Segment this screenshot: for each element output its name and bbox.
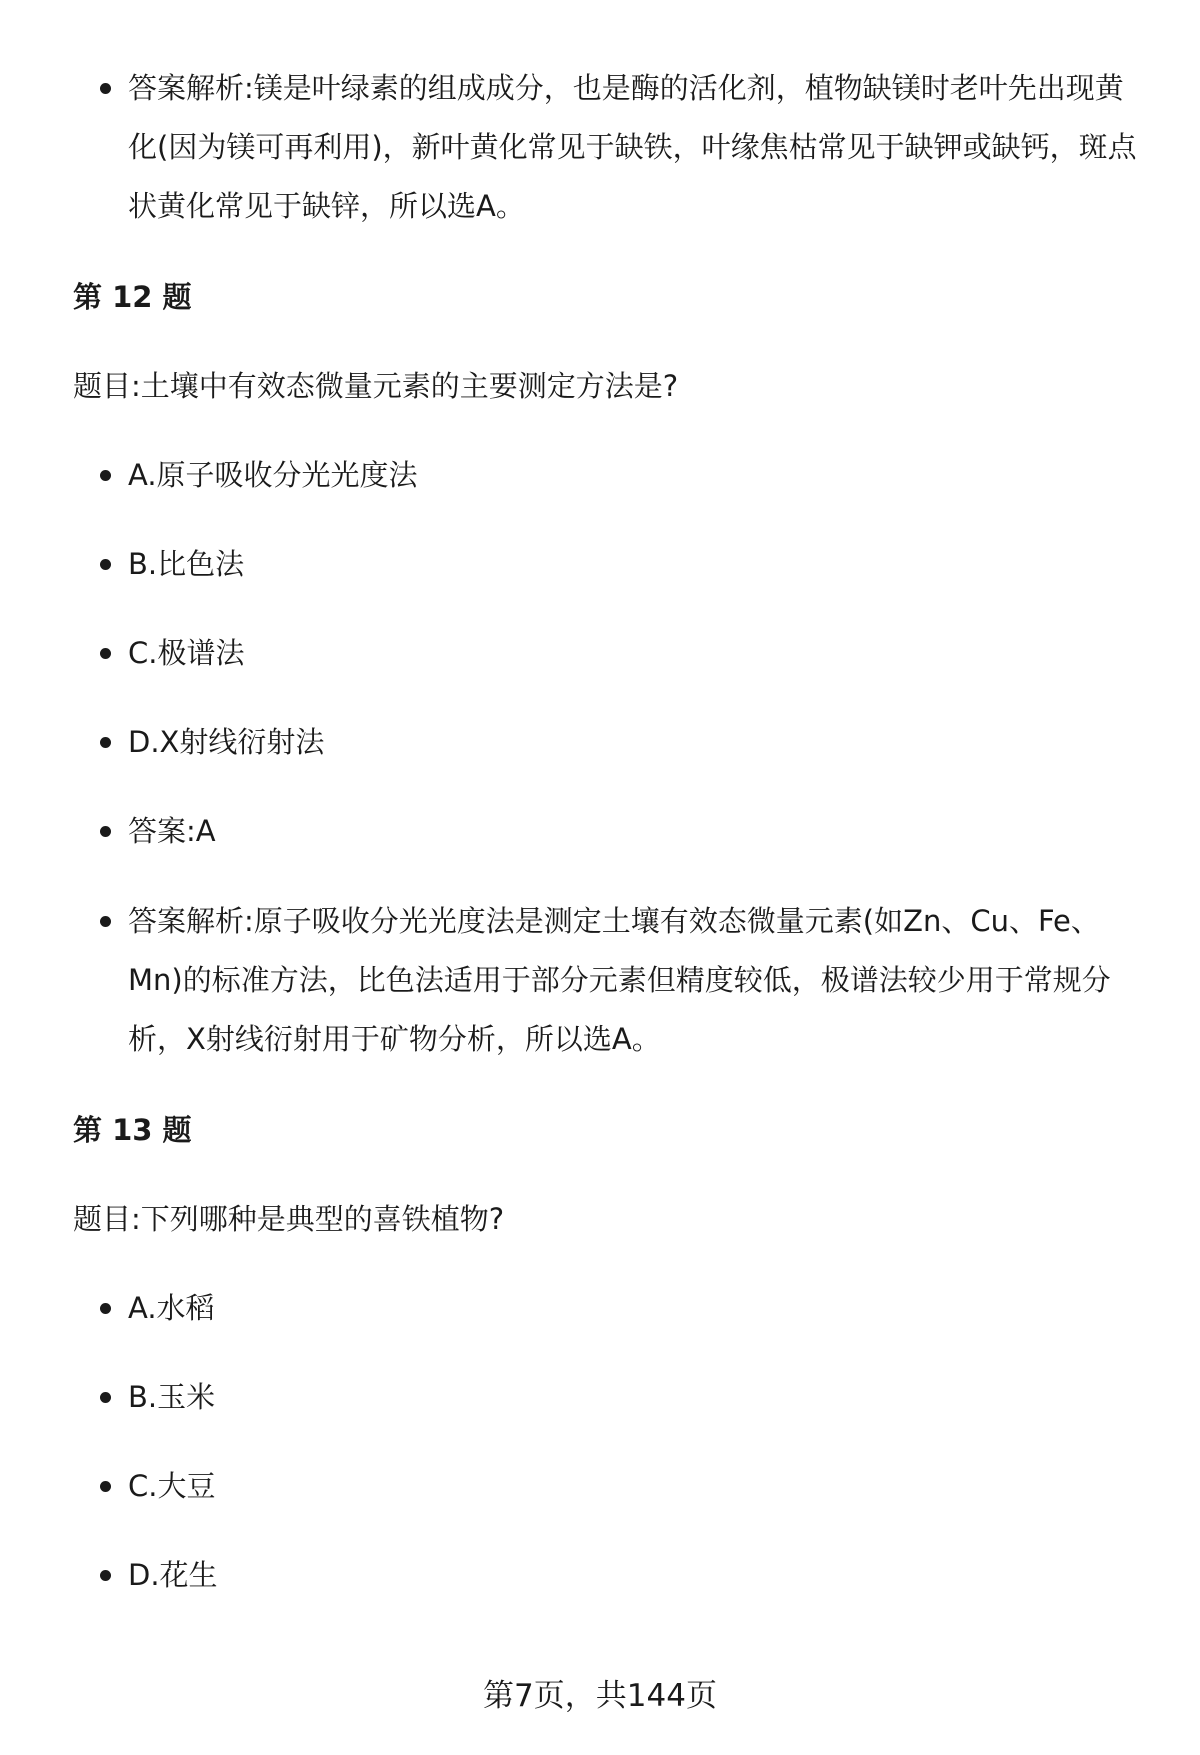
question-12-option-b: B.比色法 (128, 535, 1148, 594)
question-13-option-d: D.花生 (128, 1546, 1148, 1605)
question-13-text: 题目:下列哪种是典型的喜铁植物? (73, 1202, 505, 1236)
question-13-heading: 第 13 题 (73, 1113, 192, 1147)
question-12-answer: 答案:A (128, 802, 1148, 861)
question-12-text: 题目:土壤中有效态微量元素的主要测定方法是? (73, 369, 679, 403)
prev-explanation: 答案解析:镁是叶绿素的组成成分，也是酶的活化剂，植物缺镁时老叶先出现黄化(因为镁可再利用)，新叶黄化常见于缺铁，叶缘焦枯常见于缺钾或缺钙，斑点状黄化常见于缺锌，所以选A。 (128, 59, 1148, 236)
question-13-option-a: A.水稻 (128, 1279, 1148, 1338)
question-12-option-a: A.原子吸收分光光度法 (128, 446, 1148, 505)
question-12-option-d: D.X射线衍射法 (128, 713, 1148, 772)
question-12-heading: 第 12 题 (73, 280, 192, 314)
question-13-option-b: B.玉米 (128, 1368, 1148, 1427)
question-12-option-c: C.极谱法 (128, 624, 1148, 683)
page-number-footer: 第7页，共144页 (483, 1678, 717, 1714)
question-12-explanation: 答案解析:原子吸收分光光度法是测定土壤有效态微量元素(如Zn、Cu、Fe、Mn)的标准方法，比色法适用于部分元素但精度较低，极谱法较少用于常规分析，X射线衍射用于矿物分析，所以选A。 (128, 892, 1148, 1069)
question-13-option-c: C.大豆 (128, 1457, 1148, 1516)
